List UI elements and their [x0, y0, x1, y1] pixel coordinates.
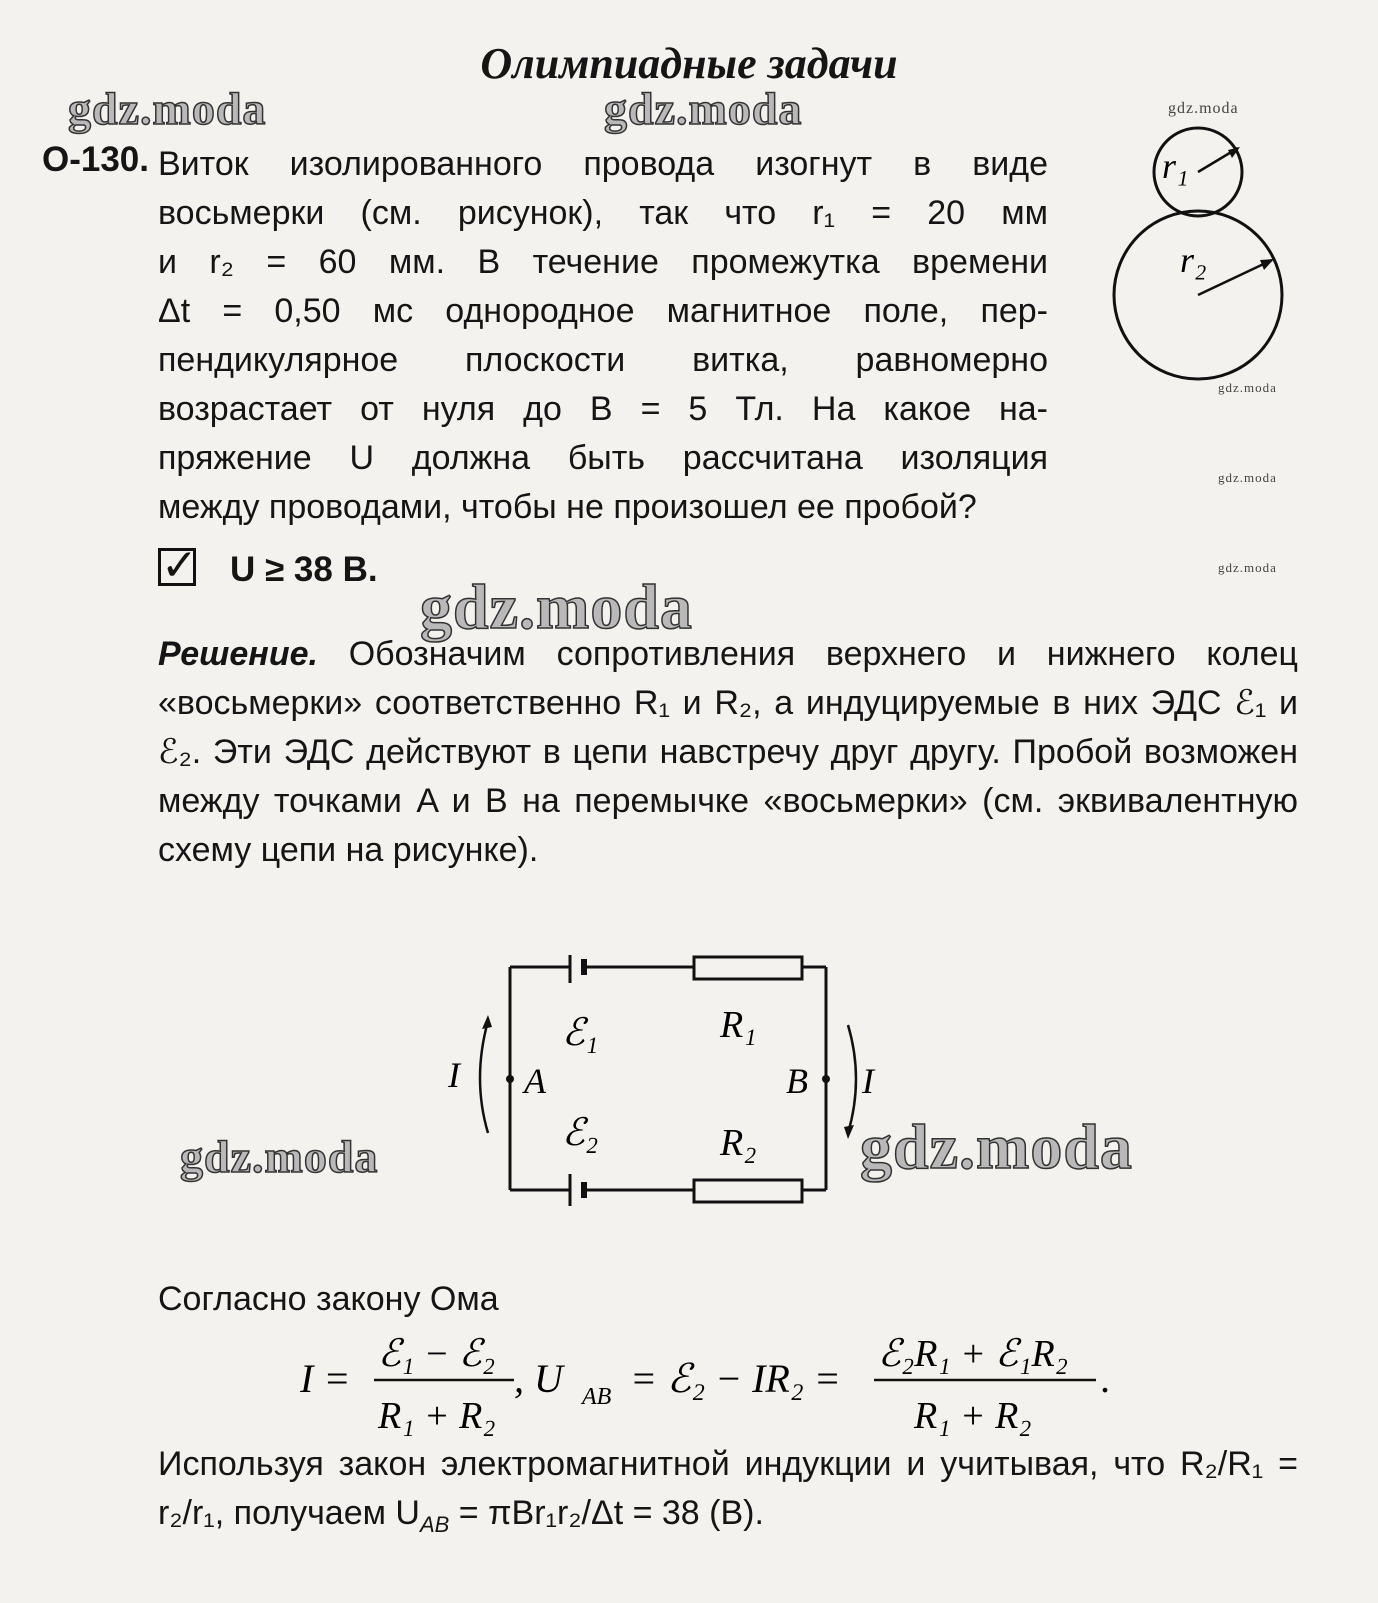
problem-line: Δt = 0,50 мс однородное магнитное поле, пер- — [158, 292, 1048, 330]
r1-label: r₁ — [1162, 146, 1189, 186]
emf1-label: ℰ₁ — [562, 1012, 599, 1054]
watermark: gdz.moda — [1218, 560, 1277, 575]
problem-line: восьмерки (см. рисунок), так что r₁ = 20 мм — [158, 194, 1048, 232]
point-b-dot — [822, 1075, 830, 1083]
problem-line: и r₂ = 60 мм. В течение промежутка времени — [158, 243, 1048, 281]
check-icon: ✓ — [161, 541, 198, 590]
formula-num1: ℰ₁ − ℰ₂ — [378, 1333, 496, 1375]
formula-end: . — [1100, 1356, 1110, 1401]
r1-resistor-label: R₁ — [720, 1004, 757, 1046]
point-a-label: A — [524, 1061, 546, 1101]
problem-line: пряжение U должна быть рассчитана изоляция — [158, 439, 1048, 477]
watermark: gdz.moda — [1168, 100, 1239, 117]
r2-label: r₂ — [1180, 240, 1207, 280]
r2-arrow — [1198, 260, 1272, 295]
solution-body: Обозначим сопротивления верхнего и нижнего колец «восьмерки» соответственно R₁ и R₂, а индуцируемые в них ЭДС ℰ₁ и ℰ₂. Эти ЭДС действуют в цепи навстречу друг другу. Пробой возможен между точками A и B на перемычке «восьмерки» (см. эквивалентную схему цепи на рисунке). — [158, 635, 1298, 869]
solution-heading: Решение. — [158, 635, 318, 673]
problem-line: между проводами, чтобы не произошел ее пробой? — [158, 488, 977, 526]
final-line1: Используя закон электромагнитной индукции и учитывая, что R₂/R₁ = r₂/r₁, получаем U — [158, 1445, 1298, 1532]
problem-text — [158, 140, 1048, 532]
r2-arrowhead — [1260, 259, 1274, 270]
watermark: gdz.moda — [420, 571, 693, 642]
solution-text — [158, 630, 1298, 875]
figure-eight-diagram — [1100, 120, 1300, 390]
point-b-label: B — [786, 1061, 808, 1101]
watermark: gdz.moda — [68, 83, 267, 134]
formula-den2: R₁ + R₂ — [914, 1395, 1032, 1437]
watermark: gdz.moda — [604, 83, 803, 134]
current-right-label: I — [862, 1061, 874, 1101]
problem-line: Виток изолированного провода изогнут в виде — [158, 145, 1048, 183]
watermark: gdz.moda — [860, 1111, 1133, 1182]
final-sub: AB — [419, 1511, 450, 1537]
formula-mid-sub: AB — [582, 1384, 612, 1410]
problem-line: пендикулярное плоскости витка, равномерно — [158, 341, 1048, 379]
current-arrow-left — [480, 1021, 488, 1133]
equivalent-circuit — [430, 955, 890, 1225]
formula-lhs: I = — [300, 1356, 351, 1401]
watermark: gdz.moda — [1218, 380, 1277, 395]
resistor-r2 — [694, 1180, 802, 1202]
answer-text: U ≥ 38 В. — [230, 550, 378, 589]
ohm-intro: Согласно закону Ома — [158, 1280, 499, 1318]
current-left-label: I — [448, 1055, 460, 1095]
answer-checkbox — [158, 541, 198, 590]
final-text — [158, 1440, 1298, 1549]
problem-number: О-130. — [42, 140, 149, 179]
page-title: Олимпиадные задачи — [480, 39, 898, 88]
emf2-label: ℰ₂ — [562, 1112, 599, 1154]
r2-resistor-label: R₂ — [720, 1122, 757, 1164]
formula-mid: , U — [514, 1356, 563, 1401]
ohm-formula — [300, 1320, 1200, 1440]
point-a-dot — [506, 1075, 514, 1083]
resistor-r1 — [694, 957, 802, 979]
current-arrow-right — [848, 1025, 856, 1133]
formula-num2: ℰ₂R₁ + ℰ₁R₂ — [878, 1333, 1068, 1375]
formula-mid2: = ℰ₂ − IR₂ = — [630, 1356, 841, 1401]
formula-den1: R₁ + R₂ — [378, 1395, 496, 1437]
watermark: gdz.moda — [1218, 470, 1277, 485]
final-line2: = πBr₁r₂/Δt = 38 (В). — [449, 1494, 764, 1532]
problem-line: возрастает от нуля до B = 5 Тл. На какое на- — [158, 390, 1048, 428]
watermark: gdz.moda — [180, 1131, 379, 1182]
